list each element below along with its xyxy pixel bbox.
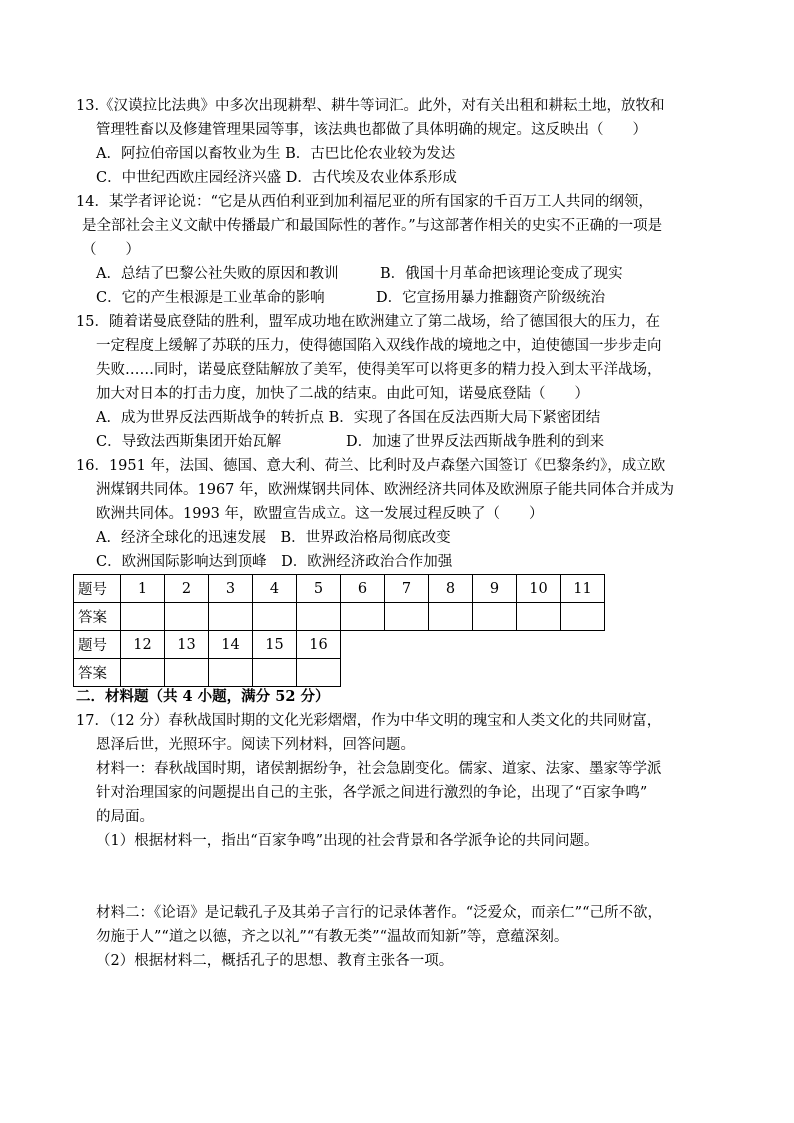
question-number-label: 题号 [74, 575, 121, 603]
q16-options-cd: C．欧洲国际影响达到顶峰 D．欧洲经济政治合作加强 [96, 554, 453, 570]
answer-table-2-answer-row [74, 659, 341, 687]
q14-option-d: D．它宣扬用暴力推翻资产阶级统治 [376, 290, 606, 306]
q14-line3: （ ） [82, 242, 140, 258]
q13-line2: 管理牲畜以及修建管理果园等事，该法典也都做了具体明确的规定。这反映出（ ） [96, 122, 647, 138]
answer-label: 答案 [74, 659, 121, 687]
q15-line2: 一定程度上缓解了苏联的压力，使得德国陷入双线作战的境地之中，迫使德国一步步走向 [96, 338, 662, 354]
section-heading: 二．材料题（共 4 小题，满分 52 分） [76, 688, 330, 705]
answer-table-1 [73, 574, 605, 631]
q16-line3: 欧洲共同体。1993 年，欧盟宣告成立。这一发展过程反映了（ ） [96, 506, 544, 522]
answer-cell[interactable] [209, 659, 253, 687]
answer-cell[interactable] [473, 603, 517, 631]
q17-subquestion-2: （2）根据材料二，概括孔子的思想、教育主张各一项。 [96, 953, 454, 969]
question-number-label: 题号 [74, 631, 121, 659]
answer-cell[interactable] [165, 659, 209, 687]
q16-options-ab: A．经济全球化的迅速发展 B．世界政治格局彻底改变 [96, 530, 451, 546]
material2-line2: 勿施于人”“道之以德，齐之以礼”“有教无类”“温故而知新”等，意蕴深刻。 [96, 929, 569, 945]
q16-line2: 洲煤钢共同体。1967 年，欧洲煤钢共同体、欧洲经济共同体及欧洲原子能共同体合并成为 [96, 482, 675, 498]
q17-line1: 17．（12 分）春秋战国时期的文化光彩熠熠，作为中华文明的瑰宝和人类文化的共同财富， [76, 713, 662, 729]
question-number-cell: 12 [121, 631, 165, 659]
q14-line2: 是全部社会主义文献中传播最广和最国际性的著作。”与这部著作相关的史实不正确的一项是 [82, 218, 663, 234]
q13-options-cd: C．中世纪西欧庄园经济兴盛 D．古代埃及农业体系形成 [96, 170, 457, 186]
question-number-cell: 5 [297, 575, 341, 603]
question-number-cell: 3 [209, 575, 253, 603]
answer-table-2-number-row [74, 631, 341, 659]
question-number-cell: 1 [121, 575, 165, 603]
answer-label: 答案 [74, 603, 121, 631]
answer-cell[interactable] [253, 603, 297, 631]
question-number-cell: 16 [297, 631, 341, 659]
answer-cell[interactable] [209, 603, 253, 631]
q15-option-d: D．加速了世界反法西斯战争胜利的到来 [346, 434, 605, 450]
answer-cell[interactable] [297, 603, 341, 631]
q15-line1: 15．随着诺曼底登陆的胜利，盟军成功地在欧洲建立了第二战场，给了德国很大的压力，在 [76, 314, 660, 330]
q13-line1: 13.《汉谟拉比法典》中多次出现耕犁、耕牛等词汇。此外，对有关出租和耕耘土地，放牧和 [76, 98, 665, 114]
q14-option-a: A．总结了巴黎公社失败的原因和教训 [96, 266, 339, 282]
answer-cell[interactable] [165, 603, 209, 631]
q14-line1: 14．某学者评论说：“它是从西伯利亚到加利福尼亚的所有国家的千百万工人共同的纲领， [76, 194, 653, 210]
answer-table-1-number-row [74, 575, 605, 603]
q17-line2: 恩泽后世，光照环宇。阅读下列材料，回答问题。 [96, 737, 415, 753]
answer-cell[interactable] [561, 603, 605, 631]
q16-line1: 16．1951 年，法国、德国、意大利、荷兰、比利时及卢森堡六国签订《巴黎条约》，成立欧 [76, 458, 666, 474]
answer-cell[interactable] [253, 659, 297, 687]
answer-cell[interactable] [297, 659, 341, 687]
answer-cell[interactable] [121, 603, 165, 631]
q15-line4: 加大对日本的打击力度，加快了二战的结束。由此可知，诺曼底登陆（ ） [96, 386, 589, 402]
question-number-cell: 11 [561, 575, 605, 603]
answer-cell[interactable] [429, 603, 473, 631]
material1-line1: 材料一：春秋战国时期，诸侯割据纷争，社会急剧变化。儒家、道家、法家、墨家等学派 [96, 761, 662, 777]
material1-line3: 的局面。 [96, 809, 154, 825]
answer-table-1-answer-row [74, 603, 605, 631]
answer-cell[interactable] [517, 603, 561, 631]
question-number-cell: 6 [341, 575, 385, 603]
q15-options-ab: A．成为世界反法西斯战争的转折点 B．实现了各国在反法西斯大局下紧密团结 [96, 410, 601, 426]
answer-cell[interactable] [341, 603, 385, 631]
material1-line2: 针对治理国家的问题提出自己的主张，各学派之间进行激烈的争论，出现了“百家争鸣” [96, 785, 648, 801]
answer-table-2 [73, 630, 341, 687]
q15-option-c: C．导致法西斯集团开始瓦解 [96, 434, 282, 450]
question-number-cell: 14 [209, 631, 253, 659]
question-number-cell: 7 [385, 575, 429, 603]
question-number-cell: 9 [473, 575, 517, 603]
answer-cell[interactable] [121, 659, 165, 687]
question-number-cell: 13 [165, 631, 209, 659]
material2-line1: 材料二：《论语》是记载孔子及其弟子言行的记录体著作。“泛爱众，而亲仁”“己所不欲， [96, 905, 662, 921]
question-number-cell: 2 [165, 575, 209, 603]
q14-option-b: B．俄国十月革命把该理论变成了现实 [380, 266, 623, 282]
question-number-cell: 10 [517, 575, 561, 603]
q17-subquestion-1: （1）根据材料一，指出“百家争鸣”出现的社会背景和各学派争论的共同问题。 [96, 833, 599, 849]
question-number-cell: 8 [429, 575, 473, 603]
q14-option-c: C．它的产生根源是工业革命的影响 [96, 290, 325, 306]
q13-options-ab: A．阿拉伯帝国以畜牧业为生 B．古巴比伦农业较为发达 [96, 146, 456, 162]
answer-cell[interactable] [385, 603, 429, 631]
question-number-cell: 15 [253, 631, 297, 659]
question-number-cell: 4 [253, 575, 297, 603]
q15-line3: 失败……同时，诺曼底登陆解放了美军，使得美军可以将更多的精力投入到太平洋战场， [96, 362, 662, 378]
